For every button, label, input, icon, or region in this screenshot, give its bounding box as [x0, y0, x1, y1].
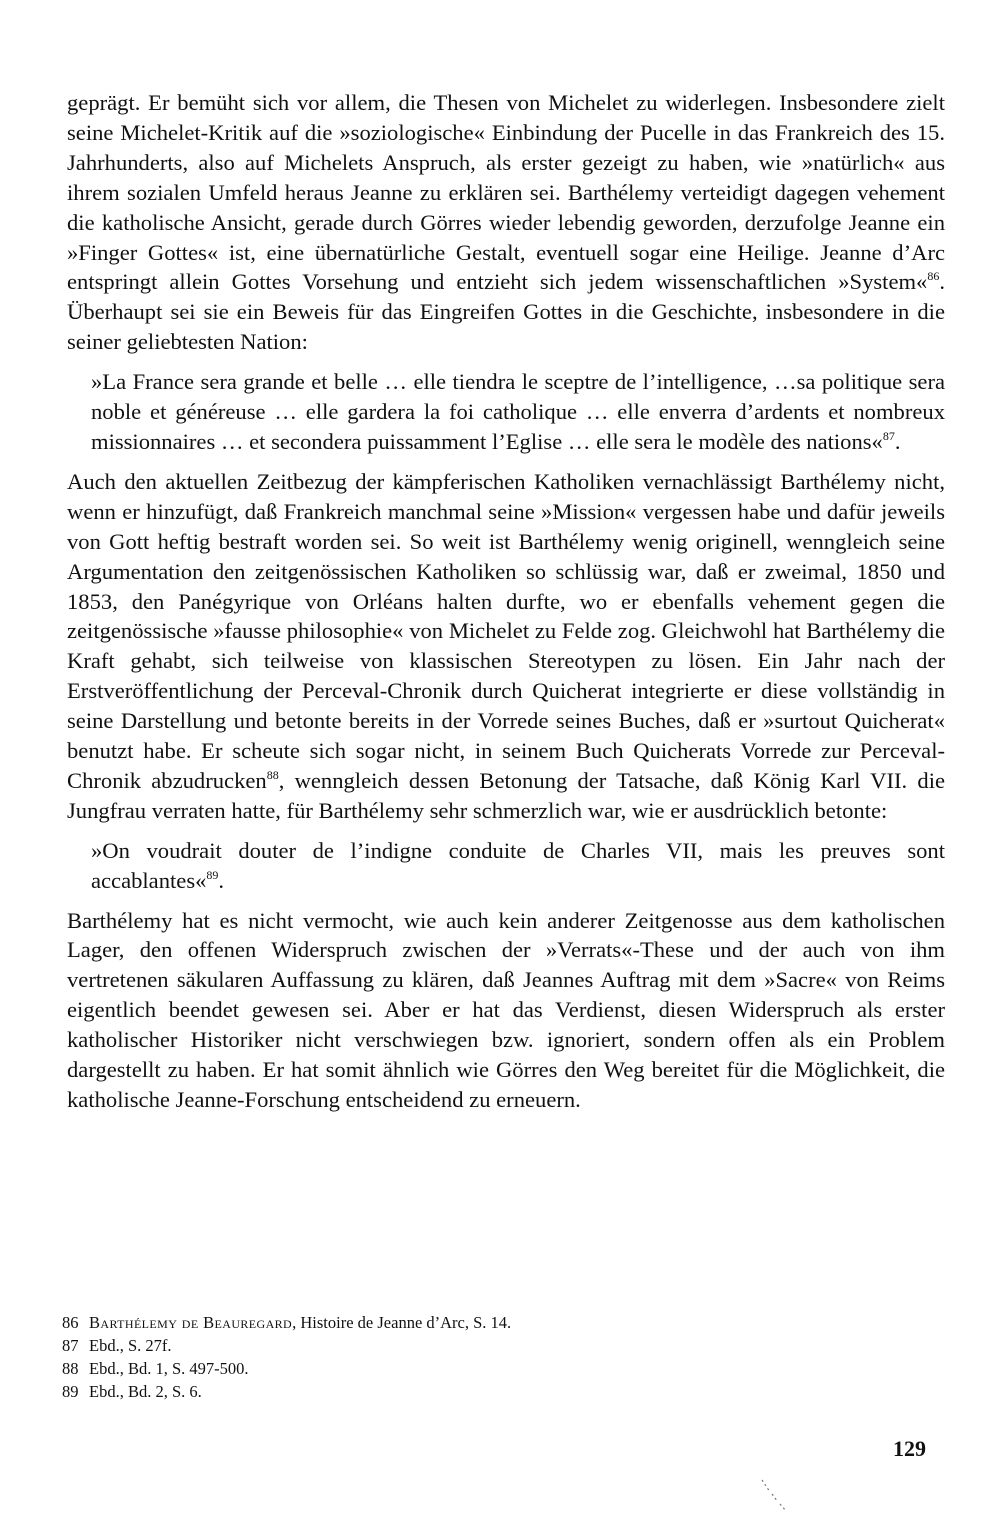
paragraph-1 — [67, 88, 945, 357]
footnote-ref-88: 88 — [266, 767, 279, 782]
footnote-author: Barthélemy de Beauregard — [89, 1313, 293, 1332]
block-quote-1: »La France sera grande et belle … elle tiendra le sceptre de l’intelligence, …sa politique sera noble et généreuse … elle gardera la foi catholique … elle enverra d’ardents et nombreux missionnaires … et secondera puissamment l’Eglise … elle sera le modèle des nations«$^{87}$. — [91, 369, 945, 454]
scan-mark-icon — [760, 1478, 788, 1512]
body-text — [67, 88, 945, 1115]
footnotes — [62, 1311, 942, 1403]
footnote-number: 86 — [62, 1313, 79, 1332]
paragraph-2-part-1: Auch den aktuellen Zeitbezug der kämpferischen Katholiken vernachlässigt Barthélemy nicht, wenn er hinzufügt, daß Frankreich manchmal seine »Mission« vergessen habe und dafür jeweils von Gott heftig bestraft worden sei. So weit ist Barthélemy wenig originell, wenngleich seine Argumentation den zeitgenössischen Katholiken so schlüssig war, daß er zweimal, 1850 und 1853, den Panégyrique von Orléans halten durfte, wo er ebenfalls vehement gegen die zeitgenössische »fausse philosophie« von Michelet zu Felde zog. Gleichwohl hat Barthélemy die Kraft gehabt, sich teilweise von klassischen Stereotypen zu lösen. Ein Jahr nach der Erstveröffentlichung der Perceval-Chronik durch Quicherat integrierte er diese vollständig in seine Darstellung und betonte bereits in der Vorrede seines Buches, daß er »surtout Quicherat« benutzt habe. Er scheute sich sogar nicht, in seinem Buch Quicherats Vorrede zur Perceval-Chronik abzudrucken — [67, 468, 945, 793]
paragraph-3: Barthélemy hat es nicht vermocht, wie auch kein anderer Zeitgenosse aus dem katholischen Lager, den offenen Widerspruch zwischen der »Verrats«-These und der auch von ihm vertretenen säkularen Auffassung zu klären, daß Jeannes Auftrag mit dem »Sacre« von Reims eigentlich beendet gewesen sei. Aber er hat das Verdienst, diesen Widerspruch als erster katholischer Historiker nicht verschwiegen bzw. ignoriert, sondern offen als ein Problem dargestellt zu haben. Er hat somit ähnlich wie Görres den Weg bereitet für die Möglichkeit, die katholische Jeanne-Forschung entscheidend zu erneuern. — [67, 907, 945, 1112]
footnote-ref-87: 87 — [882, 428, 895, 443]
footnote-ref-89: 89 — [206, 867, 219, 882]
block-quote-1-text: »La France sera grande et belle … elle tiendra le sceptre de l’intelligence, …sa politique sera noble et généreuse … elle gardera la foi catholique … elle enverra d’ardents et nombreux missionnaires … et secondera puissamment l’Eglise … elle sera le modèle des nations« — [91, 369, 945, 454]
footnote-89 — [62, 1380, 942, 1403]
footnote-text: Ebd., Bd. 2, S. 6. — [89, 1382, 202, 1401]
footnote-text: Ebd., S. 27f. — [89, 1336, 172, 1355]
footnote-ref-86: 86 — [927, 269, 940, 284]
footnote-number: 88 — [62, 1359, 79, 1378]
footnote-86 — [62, 1311, 942, 1334]
footnote-text: Ebd., Bd. 1, S. 497-500. — [89, 1359, 249, 1378]
footnote-text: , Histoire de Jeanne d’Arc, S. 14. — [292, 1313, 512, 1332]
footnote-88 — [62, 1357, 942, 1380]
footnote-87 — [62, 1334, 942, 1357]
paragraph-2 — [67, 467, 945, 826]
paragraph-1-part-2: . Überhaupt sei sie ein Beweis für das Eingreifen Gottes in die Geschichte, insbesondere in die seiner geliebtesten Nation: — [67, 269, 945, 355]
footnote-number: 87 — [62, 1336, 79, 1355]
paragraph-1-part-1: geprägt. Er bemüht sich vor allem, die Thesen von Michelet zu widerlegen. Insbesondere zielt seine Michelet-Kritik auf die »soziologische« Einbindung der Pucelle in das Frankreich des 15. Jahrhunderts, also auf Michelets Anspruch, als erster gezeigt zu haben, wie »natürlich« aus ihrem sozialen Umfeld heraus Jeanne zu erklären sei. Barthélemy verteidigt dagegen vehement die katholische Ansicht, gerade durch Görres wieder lebendig geworden, derzufolge Jeanne ein »Finger Gottes« ist, eine übernatürliche Gestalt, eventuell sogar eine Heilige. Jeanne d’Arc entspringt allein Gottes Vorsehung und entzieht sich jedem wissenschaftlichen »System« — [67, 90, 945, 295]
paragraph-2-part-2: , wenngleich dessen Betonung der Tatsache, daß König Karl VII. die Jungfrau verraten hatte, für Barthélemy sehr schmerzlich war, wie er ausdrücklich betonte: — [67, 767, 946, 823]
block-quote-2: »On voudrait douter de l’indigne conduite de Charles VII, mais les preuves sont accablantes«$^{89}$. — [91, 837, 945, 893]
page-number: 129 — [893, 1436, 926, 1461]
block-quote-2-text: »On voudrait douter de l’indigne conduite de Charles VII, mais les preuves sont accablantes« — [91, 837, 945, 893]
footnote-number: 89 — [62, 1382, 79, 1401]
